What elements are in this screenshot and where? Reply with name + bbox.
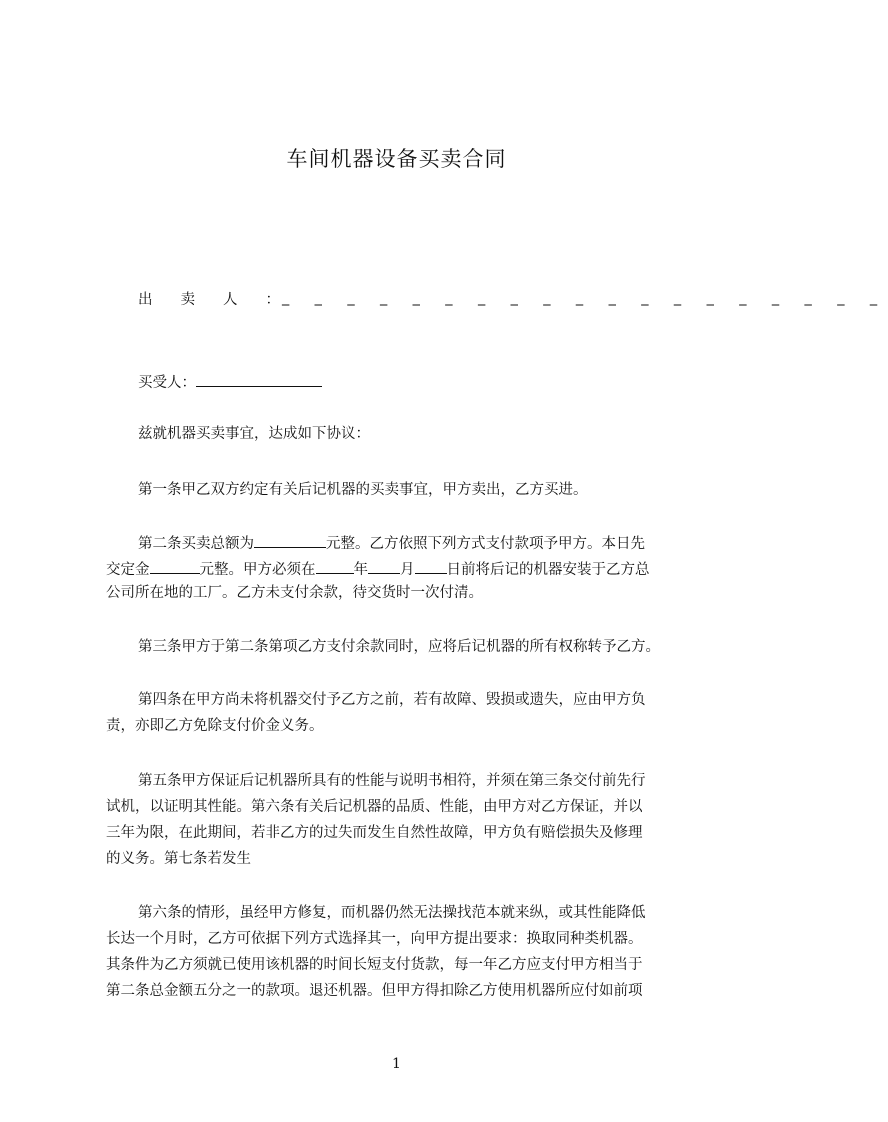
article-2-line-2 [106,557,650,580]
text: 元整。甲方必须在 [199,562,316,578]
document-title: 车间机器设备买卖合同 [286,147,507,171]
day-blank [415,557,447,574]
intro-line: 兹就机器买卖事宜，达成如下协议： [138,426,370,442]
article-2-line-3: 公司所在地的工厂。乙方未支付余款，待交货时一次付清。 [106,585,483,601]
article-6-line-1: 第六条的情形，虽经甲方修复，而机器仍然无法操找范本就来纵，或其性能降低 [138,905,646,921]
article-3: 第三条甲方于第二条第项乙方支付余款同时，应将后记机器的所有权称转予乙方。 [138,639,660,655]
text: 日前将后记的机器安装于乙方总 [446,562,650,578]
text: 交定金 [106,562,150,578]
seller-label [138,290,280,310]
month-blank [368,557,400,574]
buyer-label: 买受人： [138,375,196,391]
article-2-line-1 [138,531,645,554]
article-4-line-2: 责，亦即乙方免除支付价金义务。 [106,718,324,734]
seller-char: 卖 [180,292,195,308]
buyer-line [138,370,322,393]
seller-blank: _ _ _ _ _ _ _ _ _ _ _ _ _ _ _ _ _ _ _ [282,290,888,306]
article-5-line-4: 的义务。第七条若发生 [106,851,251,867]
seller-char: 人 [223,292,238,308]
article-6-line-4: 第二条总金额五分之一的款项。退还机器。但甲方得扣除乙方使用机器所应付如前项 [106,983,643,999]
deposit-blank [150,557,200,574]
text: 元整。乙方依照下列方式支付款项予甲方。本日先 [326,536,645,552]
total-amount-blank [254,531,326,548]
article-5-line-2: 试机，以证明其性能。第六条有关后记机器的品质、性能，由甲方对乙方保证，并以 [106,799,643,815]
text: 年 [353,562,368,578]
article-1: 第一条甲乙双方约定有关后记机器的买卖事宜，甲方卖出，乙方买进。 [138,482,588,498]
article-5-line-3: 三年为限，在此期间，若非乙方的过失而发生自然性故障，甲方负有赔偿损失及修理 [106,825,643,841]
text: 月 [400,562,415,578]
article-6-line-2: 长达一个月时，乙方可依据下列方式选择其一，向甲方提出要求：换取同种类机器。 [106,931,643,947]
seller-char: 出 [138,292,153,308]
article-6-line-3: 其条件为乙方须就已使用该机器的时间长短支付货款，每一年乙方应支付甲方相当于 [106,957,643,973]
page-number: 1 [392,1056,401,1072]
buyer-blank [196,370,322,387]
article-5-line-1: 第五条甲方保证后记机器所具有的性能与说明书相符，并须在第三条交付前先行 [138,773,646,789]
text: 第二条买卖总额为 [138,536,254,552]
article-4-line-1: 第四条在甲方尚未将机器交付予乙方之前，若有故障、毁损或遗失，应由甲方负 [138,692,646,708]
seller-colon: ： [265,292,280,308]
year-blank [316,557,354,574]
